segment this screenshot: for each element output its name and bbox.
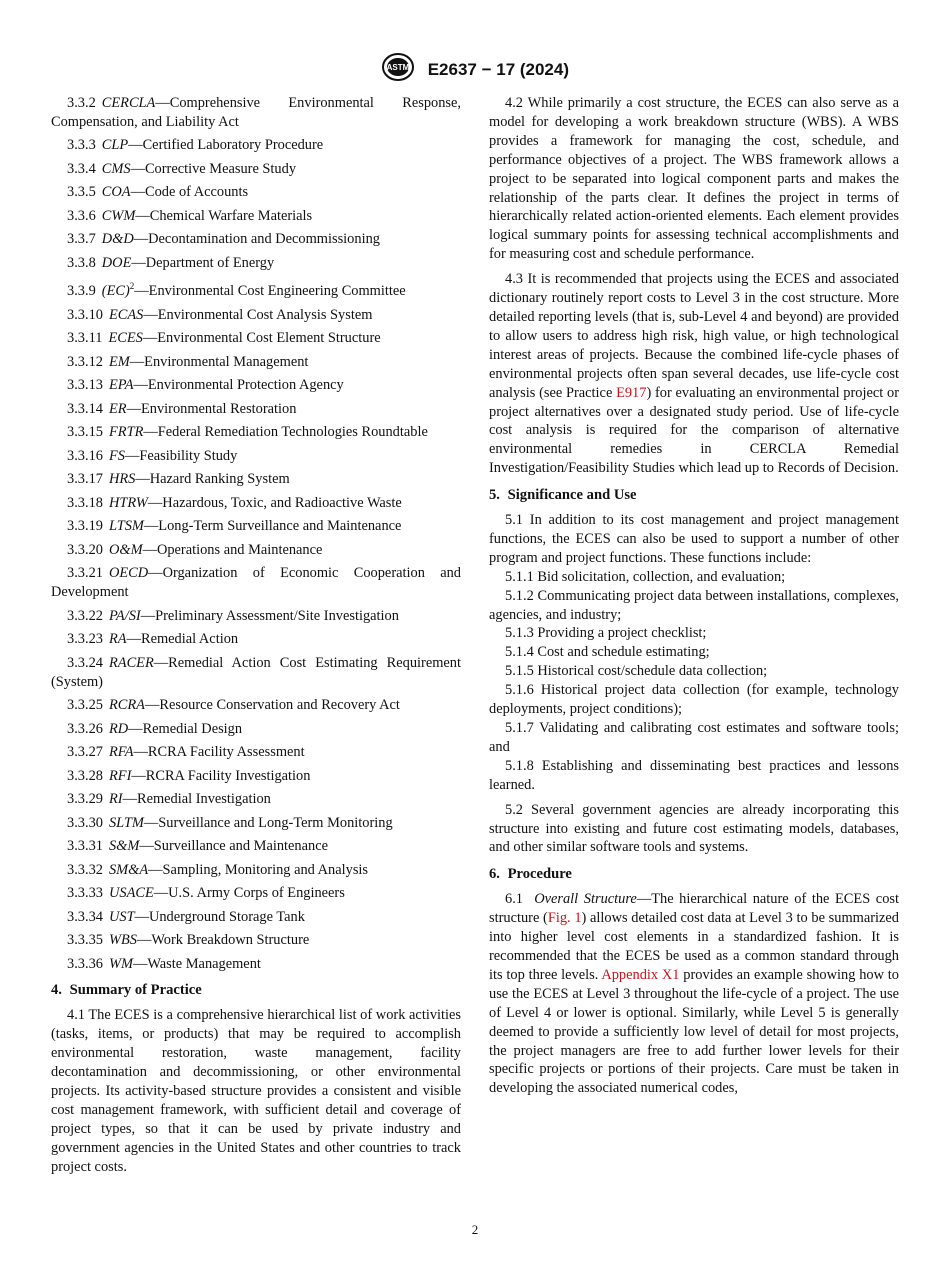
definition-item: 3.3.8 DOE—Department of Energy	[67, 254, 275, 271]
paragraph-6-1-part-b: ) allows detailed cost data at Level 3 to be summarized into higher level cost elements in a standardized fashion. It is recommended that the ECES be used as a common standard through its top three levels.	[489, 910, 899, 983]
definition-term: RA	[108, 631, 127, 648]
definition-term: PA/SI	[108, 607, 141, 624]
definition-text: Remedial Investigation	[136, 791, 271, 808]
definition-superscript: 2	[129, 281, 135, 292]
definition-item: 3.3.10 ECAS—Environmental Cost Analysis System	[67, 306, 373, 323]
definition-item: 3.3.6 CWM—Chemical Warfare Materials	[67, 207, 313, 224]
definition-item: 3.3.27 RFA—RCRA Facility Assessment	[67, 744, 305, 761]
list-item: 5.1.5 Historical cost/schedule data collection;	[505, 663, 768, 680]
paragraph-6-1-part-c: provides an example showing how to use the ECES at Level 3 throughout the life-cycle of a project. The use of Level 4 or lower is optional. Similarly, while Level 5 is generally deemed to provide a sufficiently low level of detail for most projects, the project managers are free to add further lower levels for their specific projects or portions of their projects. Care must be taken in developing the associated numerical codes,	[489, 966, 899, 1097]
definition-number: 3.3.17	[67, 471, 103, 488]
definition-number: 3.3.28	[67, 767, 103, 784]
definition-item: 3.3.11 ECES—Environmental Cost Element Structure	[67, 330, 381, 347]
definition-term: EPA	[108, 377, 134, 394]
definition-text: Resource Conservation and Recovery Act	[159, 697, 400, 714]
definition-term: UST	[108, 908, 135, 925]
definition-text: Operations and Maintenance	[156, 541, 323, 558]
definition-term: HRS	[108, 471, 136, 488]
definition-item: 3.3.16 FS—Feasibility Study	[67, 447, 238, 464]
definition-number: 3.3.12	[67, 353, 103, 370]
section-5-heading	[489, 486, 899, 505]
definition-text: Preliminary Assessment/Site Investigation	[155, 607, 399, 624]
definition-text: Decontamination and Decommissioning	[148, 231, 380, 248]
document-designation: E2637 − 17 (2024)	[427, 59, 570, 79]
definition-item: 3.3.14 ER—Environmental Restoration	[67, 400, 297, 417]
definition-text: Long-Term Surveillance and Maintenance	[158, 518, 402, 535]
list-item: 5.1.2 Communicating project data between installations, complexes, agencies, and industry;	[489, 587, 899, 623]
astm-logo-icon	[381, 52, 415, 87]
definition-item: 3.3.22 PA/SI—Preliminary Assessment/Site Investigation	[67, 607, 399, 624]
definition-item: 3.3.28 RFI—RCRA Facility Investigation	[67, 767, 311, 784]
definition-number: 3.3.3	[67, 137, 96, 154]
definition-number: 3.3.25	[67, 697, 103, 714]
definition-term: WM	[108, 955, 133, 972]
definition-item: 3.3.24 RACER—Remedial Action Cost Estimating Requirement (System)	[51, 654, 461, 690]
definition-item: 3.3.30 SLTM—Surveillance and Long-Term Monitoring	[67, 814, 393, 831]
definition-item: 3.3.23 RA—Remedial Action	[67, 631, 239, 648]
page-number: 2	[471, 1222, 479, 1237]
paragraph-4-3-part-a: 4.3 It is recommended that projects using the ECES and associated dictionary routinely report costs to Level 3 in the cost structure. More detailed reporting levels (that is, sub-Level 4 and beyond) are provided to allow users to address high risk, high value, or high technological interest areas of projects. Because the combined life-cycle phases of environmental projects often span several decades, use life-cycle cost analysis (see Practice	[489, 271, 899, 401]
definition-text: Sampling, Monitoring and Analysis	[162, 861, 369, 878]
definition-number: 3.3.13	[67, 377, 103, 394]
definition-item: 3.3.13 EPA—Environmental Protection Agency	[67, 377, 344, 394]
definition-item: 3.3.12 EM—Environmental Management	[67, 353, 309, 370]
definition-number: 3.3.23	[67, 631, 103, 648]
definition-text: Remedial Design	[142, 720, 243, 737]
definition-item: 3.3.2 CERCLA—Comprehensive Environmental Response, Compensation, and Liability Act	[51, 95, 461, 130]
definition-text: Organization of Economic Cooperation and Development	[51, 565, 461, 601]
list-item: 5.1.1 Bid solicitation, collection, and evaluation;	[505, 568, 786, 585]
definition-number: 3.3.33	[67, 885, 103, 902]
definition-item: 3.3.34 UST—Underground Storage Tank	[67, 908, 305, 925]
definition-number: 3.3.19	[67, 518, 103, 535]
definition-text: Environmental Cost Engineering Committee	[148, 283, 406, 300]
definition-term: USACE	[108, 885, 154, 902]
definition-term: RFA	[108, 744, 134, 761]
paragraph-4-2: 4.2 While primarily a cost structure, the ECES can also serve as a model for developing a work breakdown structure (WBS). A WBS provides a framework for managing the cost, schedule, and performance objectives of a project. The WBS framework allows a project to be separated into logical component parts and makes the relationship of the parts clear. It defines the project in terms of hierarchically related action-oriented elements. Each element provides logical summary points for assessing technical accomplishments and for measuring cost and schedule performance.	[489, 95, 899, 263]
paragraph-6-1-number: 6.1	[505, 891, 523, 908]
definition-term: FS	[108, 447, 125, 464]
definition-number: 3.3.36	[67, 955, 103, 972]
definition-term: SM&A	[108, 861, 149, 878]
definition-term: D&D	[101, 231, 134, 248]
list-5-1	[489, 568, 899, 795]
definition-item: 3.3.20 O&M—Operations and Maintenance	[67, 541, 323, 558]
definition-term: O&M	[108, 541, 143, 558]
definition-text: Waste Management	[147, 955, 261, 972]
definition-number: 3.3.9	[67, 283, 96, 300]
definition-text: Comprehensive Environmental Response, Compensation, and Liability Act	[51, 95, 461, 130]
definition-term: COA	[101, 184, 131, 201]
figure-1-link[interactable]: Fig. 1	[547, 910, 582, 927]
definition-item: 3.3.36 WM—Waste Management	[67, 955, 261, 972]
definition-number: 3.3.21	[67, 565, 103, 582]
definition-text: RCRA Facility Assessment	[147, 744, 305, 761]
definition-text: Hazardous, Toxic, and Radioactive Waste	[162, 494, 402, 511]
definition-number: 3.3.34	[67, 908, 103, 925]
definition-term: WBS	[108, 932, 137, 949]
definition-number: 3.3.32	[67, 861, 103, 878]
definition-item: 3.3.17 HRS—Hazard Ranking System	[67, 471, 290, 488]
definition-item: 3.3.7 D&D—Decontamination and Decommissioning	[67, 231, 380, 248]
definition-number: 3.3.22	[67, 607, 103, 624]
definition-number: 3.3.16	[67, 447, 103, 464]
definition-item: 3.3.26 RD—Remedial Design	[67, 720, 243, 737]
definition-text: Feasibility Study	[139, 447, 238, 464]
definition-text: Code of Accounts	[144, 184, 249, 201]
definition-item: 3.3.4 CMS—Corrective Measure Study	[67, 160, 297, 177]
definition-text: Surveillance and Maintenance	[153, 838, 328, 855]
paragraph-5-1: 5.1 In addition to its cost management and project management functions, the ECES can also be used to support a number of other program and project functions. These functions include:	[489, 512, 899, 566]
definition-number: 3.3.27	[67, 744, 103, 761]
definition-term: CERCLA	[101, 95, 156, 111]
left-column	[51, 94, 461, 1182]
definition-number: 3.3.15	[67, 424, 103, 441]
definition-term: RFI	[108, 767, 132, 784]
definition-item: 3.3.21 OECD—Organization of Economic Cooperation and Development	[51, 565, 461, 601]
definition-term: RI	[108, 791, 123, 808]
definition-text: Surveillance and Long-Term Monitoring	[158, 814, 393, 831]
definition-number: 3.3.31	[67, 838, 103, 855]
list-item: 5.1.7 Validating and calibrating cost estimates and software tools; and	[489, 720, 899, 755]
definition-number: 3.3.29	[67, 791, 103, 808]
definition-text: Chemical Warfare Materials	[149, 207, 313, 224]
definition-text: Environmental Cost Analysis System	[157, 306, 373, 323]
definition-text: Certified Laboratory Procedure	[142, 137, 324, 154]
definition-item: 3.3.5 COA—Code of Accounts	[67, 184, 249, 201]
definition-term: SLTM	[108, 814, 144, 831]
definition-term: FRTR	[108, 424, 144, 441]
definition-item: 3.3.15 FRTR—Federal Remediation Technologies Roundtable	[67, 424, 428, 441]
definition-term: S&M	[108, 838, 140, 855]
definition-number: 3.3.6	[67, 207, 96, 224]
definition-text: Hazard Ranking System	[149, 471, 290, 488]
definition-text: Environmental Restoration	[140, 400, 297, 417]
section-6-title: Procedure	[507, 866, 572, 883]
definition-item: 3.3.31 S&M—Surveillance and Maintenance	[67, 838, 328, 855]
definition-term: HTRW	[108, 494, 148, 511]
paragraph-4-3	[489, 270, 899, 478]
logo-text: ASTM	[386, 63, 410, 72]
paragraph-6-1	[489, 890, 899, 1098]
definition-term: ECAS	[108, 306, 144, 323]
definition-number: 3.3.20	[67, 541, 103, 558]
list-item: 5.1.8 Establishing and disseminating best practices and lessons learned.	[489, 757, 899, 793]
right-column	[489, 94, 899, 1104]
definition-number: 3.3.24	[67, 654, 103, 671]
section-5-number: 5.	[489, 487, 500, 504]
definition-number: 3.3.7	[67, 231, 96, 248]
section-6-heading	[489, 865, 899, 884]
definition-term: CMS	[101, 160, 131, 177]
list-item: 5.1.3 Providing a project checklist;	[505, 625, 707, 642]
definition-term: RCRA	[108, 697, 145, 714]
definition-text: Corrective Measure Study	[144, 160, 297, 177]
definition-text: Work Breakdown Structure	[151, 932, 310, 949]
list-item: 5.1.6 Historical project data collection (for example, technology deployments, project conditions);	[489, 682, 899, 718]
section-5-title: Significance and Use	[507, 487, 637, 504]
definition-number: 3.3.11	[67, 330, 103, 347]
paragraph-4-1: 4.1 The ECES is a comprehensive hierarchical list of work activities (tasks, items, or products) that may be required to accomplish environmental restoration, waste management, facility decontamination and decommissioning, or other environmental projects. Its activity-based structure provides a consistent and visible cost management framework, with sufficient detail and coverage of project types, so that it can be used by private industry and government agencies in the United States and other countries to track project costs.	[51, 1007, 461, 1175]
paragraph-4-3-part-b: ) for evaluating an environmental project or project alternatives over a designated study period. Use of life-cycle cost analysis is required for the comparison of alternative environmental remedies in CERCLA Remedial Investigation/Feasibility Studies which lead up to Records of Decision.	[489, 384, 899, 477]
definition-item: 3.3.29 RI—Remedial Investigation	[67, 791, 271, 808]
practice-e917-link[interactable]: E917	[616, 384, 647, 401]
paragraph-6-1-lead: Overall Structure	[534, 891, 637, 908]
definition-term: CLP	[101, 137, 129, 154]
appendix-x1-link[interactable]: Appendix X1	[601, 966, 680, 983]
definitions-list	[51, 94, 461, 973]
definition-number: 3.3.8	[67, 254, 96, 271]
paragraph-6-1-part-a: —The hierarchical nature of the ECES cost structure (	[489, 891, 899, 927]
definition-text: Federal Remediation Technologies Roundtable	[157, 424, 428, 441]
definition-item: 3.3.25 RCRA—Resource Conservation and Recovery Act	[67, 697, 400, 714]
definition-text: Department of Energy	[145, 254, 275, 271]
definition-number: 3.3.5	[67, 184, 96, 201]
definition-item: 3.3.3 CLP—Certified Laboratory Procedure	[67, 137, 324, 154]
definition-number: 3.3.26	[67, 720, 103, 737]
definition-text: Environmental Cost Element Structure	[157, 330, 381, 347]
definition-term: DOE	[101, 254, 132, 271]
page-header	[0, 52, 950, 87]
definition-text: Remedial Action	[140, 631, 239, 648]
definition-text: RCRA Facility Investigation	[145, 767, 311, 784]
section-4-number: 4.	[51, 982, 62, 999]
definition-text: Underground Storage Tank	[148, 908, 305, 925]
definition-term: ER	[108, 400, 127, 417]
definition-text: U.S. Army Corps of Engineers	[168, 885, 345, 902]
definition-text: Environmental Protection Agency	[147, 377, 344, 394]
definition-number: 3.3.18	[67, 494, 103, 511]
definition-number: 3.3.4	[67, 160, 96, 177]
definition-term: CWM	[101, 207, 136, 224]
definition-number: 3.3.14	[67, 400, 103, 417]
definition-item: 3.3.35 WBS—Work Breakdown Structure	[67, 932, 310, 949]
definition-text: Environmental Management	[144, 353, 309, 370]
definition-term: (EC)	[101, 283, 130, 300]
definition-term: ECES	[108, 330, 143, 347]
section-4-title: Summary of Practice	[69, 982, 202, 999]
definition-text: Remedial Action Cost Estimating Requirement (System)	[51, 654, 461, 690]
definition-term: EM	[108, 353, 130, 370]
definition-term: LTSM	[108, 518, 144, 535]
definition-item: 3.3.19 LTSM—Long-Term Surveillance and Maintenance	[67, 518, 402, 535]
definition-term: RACER	[108, 654, 154, 671]
definition-term: RD	[108, 720, 129, 737]
list-item: 5.1.4 Cost and schedule estimating;	[505, 644, 710, 661]
definition-item: 3.3.18 HTRW—Hazardous, Toxic, and Radioactive Waste	[67, 494, 402, 511]
section-4-heading	[51, 981, 461, 1000]
definition-number: 3.3.30	[67, 814, 103, 831]
definition-number: 3.3.10	[67, 306, 103, 323]
definition-number: 3.3.35	[67, 932, 103, 949]
section-6-number: 6.	[489, 866, 500, 883]
definition-item: 3.3.9 (EC)$^2$—Environmental Cost Engineering Committee	[67, 281, 406, 300]
definition-item: 3.3.33 USACE—U.S. Army Corps of Engineers	[67, 885, 345, 902]
paragraph-5-2: 5.2 Several government agencies are already incorporating this structure into existing and future cost estimating models, databases, and other similar software tools and systems.	[489, 801, 899, 856]
definition-item: 3.3.32 SM&A—Sampling, Monitoring and Analysis	[67, 861, 369, 878]
definition-number: 3.3.2	[67, 95, 96, 111]
definition-term: OECD	[108, 565, 149, 582]
